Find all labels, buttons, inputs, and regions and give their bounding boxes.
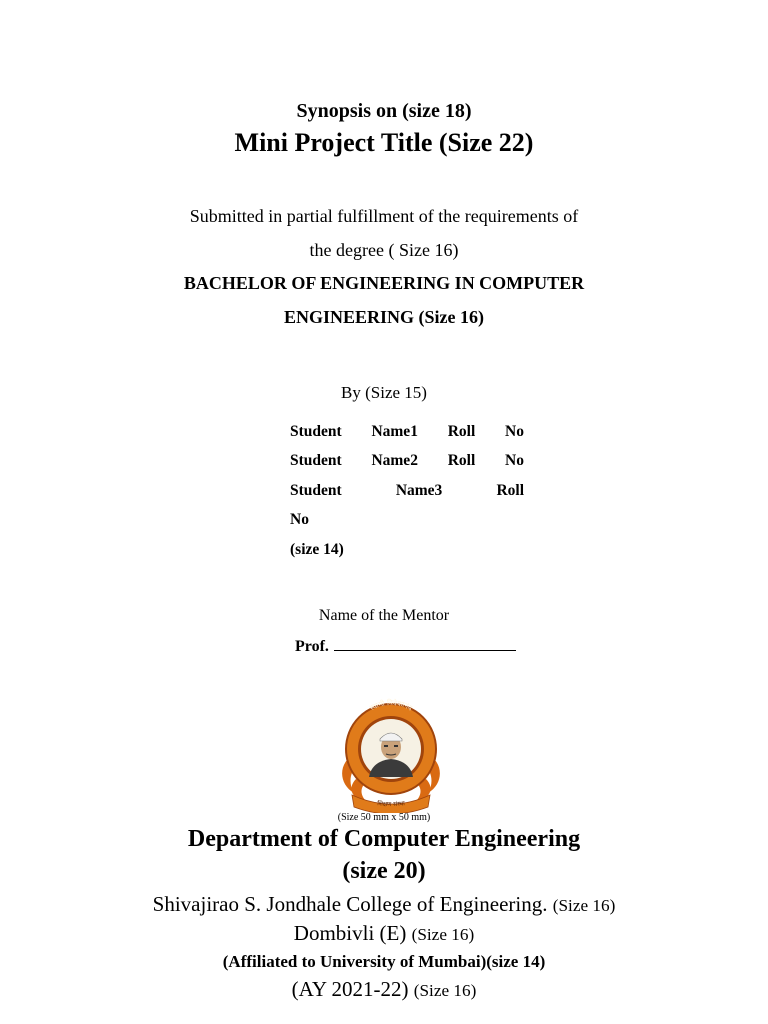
college-place: Dombivli (E) bbox=[293, 921, 407, 945]
degree-name-line-2: ENGINEERING (Size 16) bbox=[283, 307, 484, 327]
college-logo bbox=[336, 697, 446, 813]
degree-name-line-1: BACHELOR OF ENGINEERING IN COMPUTER bbox=[183, 273, 585, 293]
college-size-note: (Size 16) bbox=[552, 896, 616, 915]
academic-year-line bbox=[0, 977, 768, 1002]
mentor-name-blank bbox=[334, 636, 516, 651]
student-label: Student bbox=[290, 482, 342, 499]
roll-number: No bbox=[505, 452, 524, 469]
student-row bbox=[290, 452, 524, 470]
college-place-line bbox=[0, 921, 768, 946]
students-size-note: (size 14) bbox=[290, 541, 344, 558]
academic-year: (AY 2021-22) bbox=[291, 977, 409, 1001]
student-row bbox=[290, 423, 524, 441]
roll-label: Roll bbox=[447, 452, 476, 469]
mentor-label: Name of the Mentor bbox=[318, 607, 450, 624]
student-name: Name3 bbox=[395, 482, 443, 499]
roll-number-wrapped: No bbox=[290, 511, 309, 528]
prof-prefix: Prof. bbox=[295, 638, 329, 655]
department-size-note: (size 20) bbox=[342, 858, 426, 884]
logo-bottom-text: शिक्षण संस्था bbox=[376, 800, 406, 809]
student-row bbox=[290, 482, 524, 500]
affiliation-note: (Affiliated to University of Mumbai)(size 14) bbox=[222, 952, 546, 971]
logo-size-note: (Size 50 mm x 50 mm) bbox=[337, 812, 431, 823]
roll-number: No bbox=[505, 423, 524, 440]
student-name: Name2 bbox=[371, 452, 418, 469]
student-name: Name1 bbox=[371, 423, 418, 440]
roll-label: Roll bbox=[447, 423, 476, 440]
roll-label: Roll bbox=[496, 482, 524, 499]
college-name: Shivajirao S. Jondhale College of Engineering. bbox=[152, 892, 548, 916]
place-size-note: (Size 16) bbox=[411, 925, 475, 944]
mentor-name-line bbox=[295, 636, 516, 656]
submission-statement-line-1: Submitted in partial fulfillment of the requirements of bbox=[189, 206, 579, 226]
synopsis-heading: Synopsis on (size 18) bbox=[296, 100, 472, 122]
year-size-note: (Size 16) bbox=[413, 981, 477, 1000]
department-name: Department of Computer Engineering bbox=[187, 826, 581, 852]
project-title: Mini Project Title (Size 22) bbox=[234, 128, 534, 157]
logo-top-text: स्वामी विवेकानंद bbox=[368, 698, 414, 713]
submission-statement-line-2: the degree ( Size 16) bbox=[309, 240, 459, 260]
student-label: Student bbox=[290, 423, 342, 440]
by-label: By (Size 15) bbox=[341, 383, 427, 402]
college-name-line bbox=[0, 892, 768, 917]
student-label: Student bbox=[290, 452, 342, 469]
